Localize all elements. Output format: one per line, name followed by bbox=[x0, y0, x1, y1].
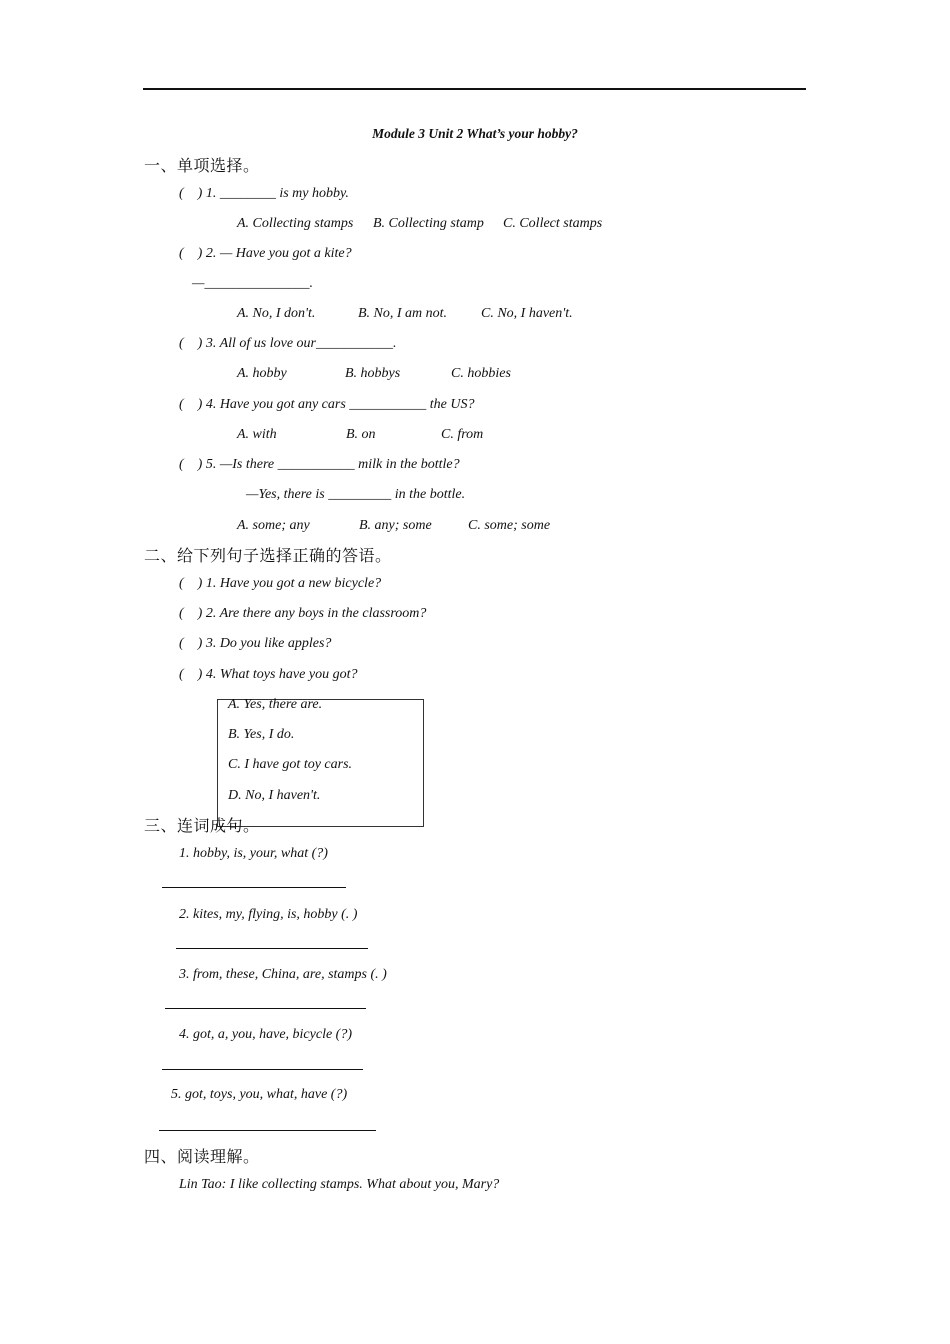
s1-q5-option-c: C. some; some bbox=[468, 518, 551, 533]
s1-q1-option-a: A. Collecting stamps bbox=[237, 216, 354, 231]
s1-q4-stem: ( ) 4. Have you got any cars ___________ the US? bbox=[179, 397, 475, 412]
s2-q2: ( ) 2. Are there any boys in the classroom? bbox=[179, 606, 427, 621]
s3-q2-answer-line bbox=[176, 948, 368, 949]
s2-q4: ( ) 4. What toys have you got? bbox=[179, 667, 358, 682]
s1-q1-option-b: B. Collecting stamp bbox=[373, 216, 484, 231]
s2-q3: ( ) 3. Do you like apples? bbox=[179, 636, 332, 651]
s1-q3-option-c: C. hobbies bbox=[451, 366, 511, 381]
section-4-heading: 四、阅读理解。 bbox=[144, 1147, 260, 1166]
s3-q1: 1. hobby, is, your, what (?) bbox=[179, 846, 328, 861]
s1-q3-stem: ( ) 3. All of us love our___________. bbox=[179, 336, 397, 351]
section-1-heading: 一、单项选择。 bbox=[144, 156, 260, 175]
s1-q5-option-a: A. some; any bbox=[237, 518, 310, 533]
s1-q4-option-c: C. from bbox=[441, 427, 484, 442]
s1-q3-option-a: A. hobby bbox=[237, 366, 287, 381]
s3-q5-answer-line bbox=[159, 1130, 376, 1131]
section-3-heading: 三、连词成句。 bbox=[144, 816, 260, 835]
s3-q3-answer-line bbox=[165, 1008, 366, 1009]
s2-option-c: C. I have got toy cars. bbox=[228, 757, 353, 772]
s1-q4-option-b: B. on bbox=[346, 427, 376, 442]
s4-dialogue-line-1: Lin Tao: I like collecting stamps. What about you, Mary? bbox=[179, 1177, 500, 1192]
section-2-heading: 二、给下列句子选择正确的答语。 bbox=[144, 546, 392, 565]
s3-q1-answer-line bbox=[162, 887, 346, 888]
s1-q5-option-b: B. any; some bbox=[359, 518, 432, 533]
s3-q4-answer-line bbox=[162, 1069, 363, 1070]
s1-q5-stem: ( ) 5. —Is there ___________ milk in the bottle? bbox=[179, 457, 460, 472]
s1-q2-option-c: C. No, I haven't. bbox=[481, 306, 573, 321]
s1-q2-option-b: B. No, I am not. bbox=[358, 306, 448, 321]
s2-option-a: A. Yes, there are. bbox=[228, 697, 323, 712]
s1-q2-answer-line: —_______________. bbox=[192, 276, 313, 291]
s2-q1: ( ) 1. Have you got a new bicycle? bbox=[179, 576, 382, 591]
s2-option-d: D. No, I haven't. bbox=[228, 788, 321, 803]
s3-q2: 2. kites, my, flying, is, hobby (. ) bbox=[179, 907, 358, 922]
s1-q4-option-a: A. with bbox=[237, 427, 277, 442]
header-rule bbox=[143, 88, 806, 90]
s1-q5-answer-line: —Yes, there is _________ in the bottle. bbox=[246, 487, 466, 502]
s1-q2-option-a: A. No, I don't. bbox=[237, 306, 316, 321]
s3-q3: 3. from, these, China, are, stamps (. ) bbox=[179, 967, 387, 982]
s3-q5: 5. got, toys, you, what, have (?) bbox=[171, 1087, 348, 1102]
s3-q4: 4. got, a, you, have, bicycle (?) bbox=[179, 1027, 352, 1042]
s1-q3-option-b: B. hobbys bbox=[345, 366, 401, 381]
s1-q1-stem: ( ) 1. ________ is my hobby. bbox=[179, 186, 349, 201]
s2-option-b: B. Yes, I do. bbox=[228, 727, 295, 742]
s1-q2-stem: ( ) 2. — Have you got a kite? bbox=[179, 246, 352, 261]
s1-q1-option-c: C. Collect stamps bbox=[503, 216, 603, 231]
page-title: Module 3 Unit 2 What’s your hobby? bbox=[372, 126, 578, 141]
